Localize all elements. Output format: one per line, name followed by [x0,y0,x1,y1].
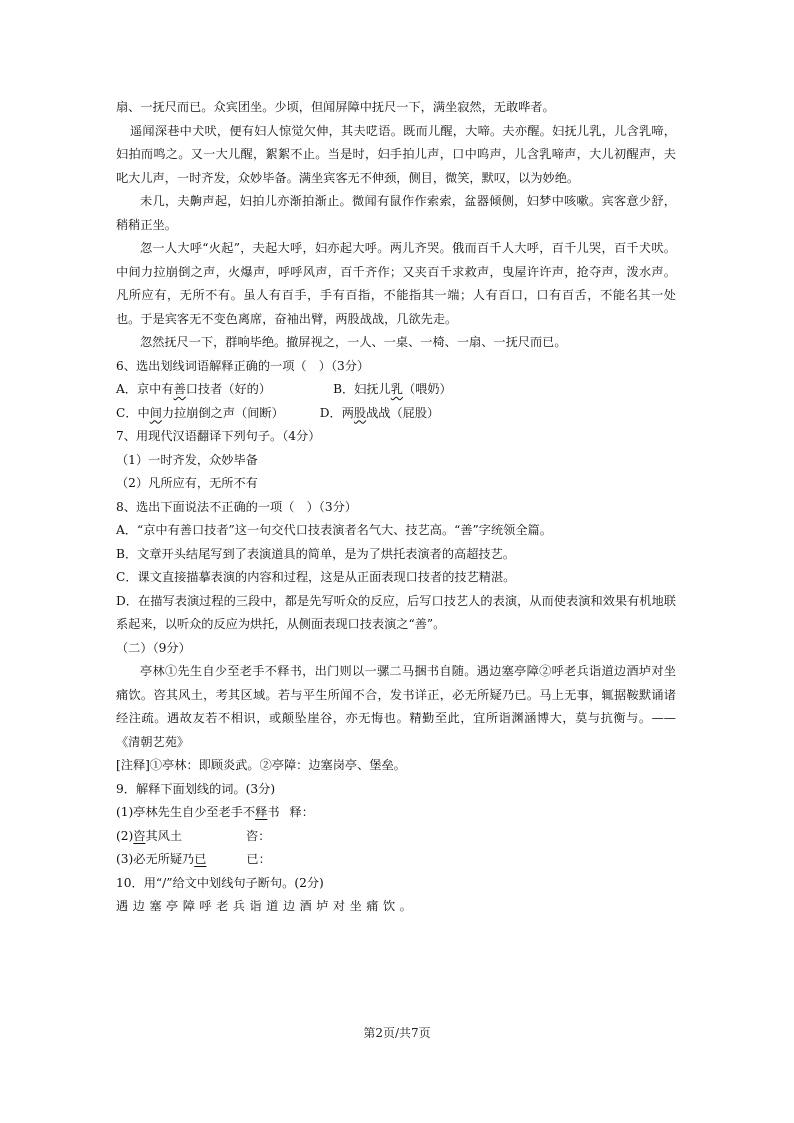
option-b-suffix: （喂奶） [402,382,452,396]
item-3-prefix: (3)必无所疑乃 [116,852,195,866]
item-2-answer-label: 咨： [246,828,271,843]
item-1-prefix: (1)亭林先生自少至老手不 [116,805,256,819]
question-7-sentence-2: （2）凡所应有，无所不有 [116,476,258,490]
question-9-item-3 [116,848,676,872]
item-2-underlined-word: 咨 [133,828,146,843]
section-2-note: [注释]①亭林：即顾炎武。②亭障：边塞岗亭、堡垒。 [116,758,406,772]
page-footer: 第2页/共7页 [363,1026,431,1040]
passage-paragraph: 忽一人大呼“火起”，夫起大呼，妇亦起大呼。两儿齐哭。俄而百千人大呼，百千儿哭，百千犬吠。中间力拉崩倒之声，火爆声，呼呼风声，百千齐作；又夹百千求救声，曳屋许许声，抢夺声，泼水声。凡所应有，无所不有。虽人有百手，手有百指，不能指其一端；人有百口，口有百舌，不能名其一处也。于是宾客无不变色离席，奋袖出臂，两股战战，几欲先走。 [116,241,676,326]
question-8-option-a: A．“京中有善口技者”这一句交代口技表演者名气大、技艺高。“善”字统领全篇。 [116,523,552,537]
item-3-underlined-word: 已 [194,852,207,866]
item-2-prefix: (2) [116,828,134,843]
question-8-option-b: B．文章开头结尾写到了表演道具的简单，是为了烘托表演者的高超技艺。 [116,546,515,561]
passage-paragraph: 遥闻深巷中犬吠，便有妇人惊觉欠伸，其夫呓语。既而儿醒，大啼。夫亦醒。妇抚儿乳，儿含乳啼，妇拍而鸣之。又一大儿醒，絮絮不止。当是时，妇手拍儿声，口中呜声，儿含乳啼声，大儿初醒声，夫叱大儿声，一时齐发，众妙毕备。满坐宾客无不伸颈，侧目，微笑，默叹，以为妙绝。 [116,123,676,185]
question-6-stem: 6、选出划线词语解释正确的一项（ ）（3分） [116,358,370,373]
option-a-suffix: 口技者（好的） [185,382,272,396]
option-d-prefix: D．两 [319,405,354,420]
question-10-sentence: 遇边塞亭障呼老兵诣道边酒垆对坐痛饮。 [116,899,417,913]
item-2-suffix: 其风土 [145,828,183,843]
question-7-sentence-1: （1）一时齐发，众妙毕备 [116,452,258,467]
option-c-suffix: 力拉崩倒之声（间断） [161,405,284,420]
question-7-stem: 7、用现代汉语翻译下列句子。（4分） [116,429,321,443]
question-6-options-row-2 [116,402,676,426]
question-8-option-c: C．课文直接描摹表演的内容和过程，这是从正面表现口技者的技艺精湛。 [116,570,516,584]
option-a-prefix: A．京中有 [116,382,174,396]
passage-paragraph: 忽然抚尺一下，群响毕绝。撤屏视之，一人、一桌、一椅、一扇、一抚尺而已。 [140,335,567,349]
item-3-answer-label: 已： [246,852,271,866]
option-d-suffix: 战战（屁股） [366,405,440,420]
question-10-stem: 10．用“/”给文中划线句子断句。(2分) [116,875,324,890]
item-1-underlined-word: 释 [255,805,268,819]
question-8-option-d: D．在描写表演过程的三段中，都是先写听众的反应，后写口技艺人的表演，从而使表演和效果有机地联系起来，以听众的反应为烘托，从侧面表现口技表演之“善”。 [116,593,676,631]
item-1-answer-label: 释： [289,805,314,819]
passage-paragraph: 未几，夫齁声起，妇拍儿亦渐拍渐止。微闻有鼠作作索索，盆器倾侧，妇梦中咳嗽。宾客意少舒，稍稍正坐。 [116,194,676,232]
section-2-heading: （二）（9分） [116,640,191,655]
option-d-underlined-word: 股 [353,405,367,420]
document-page [116,96,676,919]
question-9-item-2 [116,825,676,849]
option-c-prefix: C．中 [116,405,150,420]
question-9-stem: 9．解释下面划线的词。(3分) [116,781,276,796]
item-1-suffix: 书 [267,805,280,819]
option-b-underlined-word: 乳 [390,382,403,396]
question-8-stem: 8、选出下面说法不正确的一项（ ）（3分） [116,499,357,514]
question-9-item-1 [116,801,676,825]
question-6-options-row-1 [116,378,676,402]
option-b-prefix: B．妇抚儿 [333,382,391,396]
passage-paragraph: 扇、一抚尺而已。众宾团坐。少顷，但闻屏障中抚尺一下，满坐寂然，无敢哗者。 [116,100,555,114]
option-a-underlined-word: 善 [173,382,186,396]
section-2-passage: 亭林①先生自少至老手不释书，出门则以一骡二马捆书自随。遇边塞亭障②呼老兵诣道边酒垆对坐痛饮。咨其风土，考其区域。若与平生所闻不合，发书详正，必无所疑乃已。马上无事，辄据鞍默诵诸经注疏。遇故友若不相识，或颠坠崖谷，亦无悔也。精勤至此，宜所诣渊涵博大，莫与抗衡与。——《清朝艺苑》 [116,664,676,749]
option-c-underlined-word: 间 [149,405,162,420]
